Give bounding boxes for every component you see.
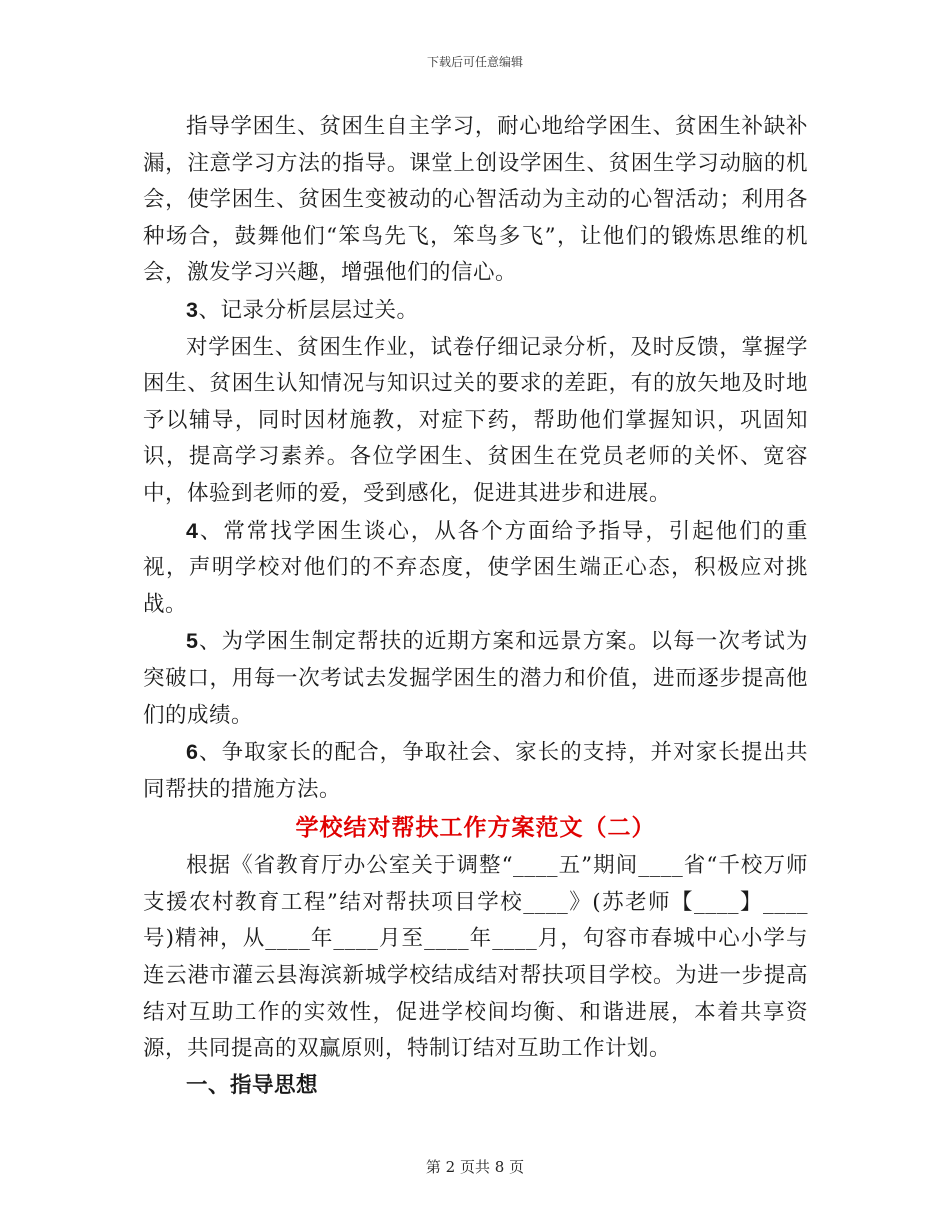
paragraph-item-4 <box>143 513 808 624</box>
item-text: 、争取家长的配合，争取社会、家长的支持，并对家长提出共同帮扶的措施方法。 <box>143 740 808 802</box>
item-number: 6 <box>186 740 199 765</box>
item-number: 5 <box>186 629 199 654</box>
paragraph-basis: 根据《省教育厅办公室关于调整“____五”期间____省“千校万师支援农村教育工程”结对帮扶项目学校____》(苏老师【____】____号)精神，从____年____月至____年____月，句容市春城中心小学与连云港市灌云县海滨新城学校结成结对帮扶项目学校。为进一步提高结对互助工作的实效性，促进学校间均衡、和谐进展，本着共享资源，共同提高的双赢原则，特制订结对互助工作计划。 <box>143 853 808 1062</box>
page-footer: 第 2 页共 8 页 <box>425 1158 525 1176</box>
page-header: 下载后可任意编辑 <box>426 55 523 69</box>
paragraph-item-5 <box>143 623 808 734</box>
item-number: 3 <box>186 297 199 322</box>
item-number: 4 <box>186 518 199 543</box>
section-title: 学校结对帮扶工作方案范文（二） <box>295 814 656 842</box>
paragraph-item-6 <box>143 734 808 808</box>
document-body <box>143 109 808 1104</box>
heading-guiding-ideology: 一、指导思想 <box>186 1072 319 1098</box>
item-text: 、常常找学困生谈心，从各个方面给予指导，引起他们的重视，声明学校对他们的不弃态度，使学困生端正心态，积极应对挑战。 <box>143 518 808 617</box>
paragraph-item-3 <box>143 292 808 330</box>
paragraph-guidance: 指导学困生、贫困生自主学习，耐心地给学困生、贫困生补缺补漏，注意学习方法的指导。课堂上创设学困生、贫困生学习动脑的机会，使学困生、贫困生变被动的心智活动为主动的心智活动；利用各种场合，鼓舞他们“笨鸟先飞，笨鸟多飞”，让他们的锻炼思维的机会，激发学习兴趣，增强他们的信心。 <box>143 114 808 286</box>
item-text: 、为学困生制定帮扶的近期方案和远景方案。以每一次考试为突破口，用每一次考试去发掘学困生的潜力和价值，进而逐步提高他们的成绩。 <box>143 629 808 728</box>
paragraph-analysis: 对学困生、贫困生作业，试卷仔细记录分析，及时反馈，掌握学困生、贫困生认知情况与知识过关的要求的差距，有的放矢地及时地予以辅导，同时因材施教，对症下药，帮助他们掌握知识，巩固知识，提高学习素养。各位学困生、贫困生在党员老师的关怀、宽容中，体验到老师的爱，受到感化，促进其进步和进展。 <box>143 334 808 506</box>
item-text: 、记录分析层层过关。 <box>198 297 419 323</box>
